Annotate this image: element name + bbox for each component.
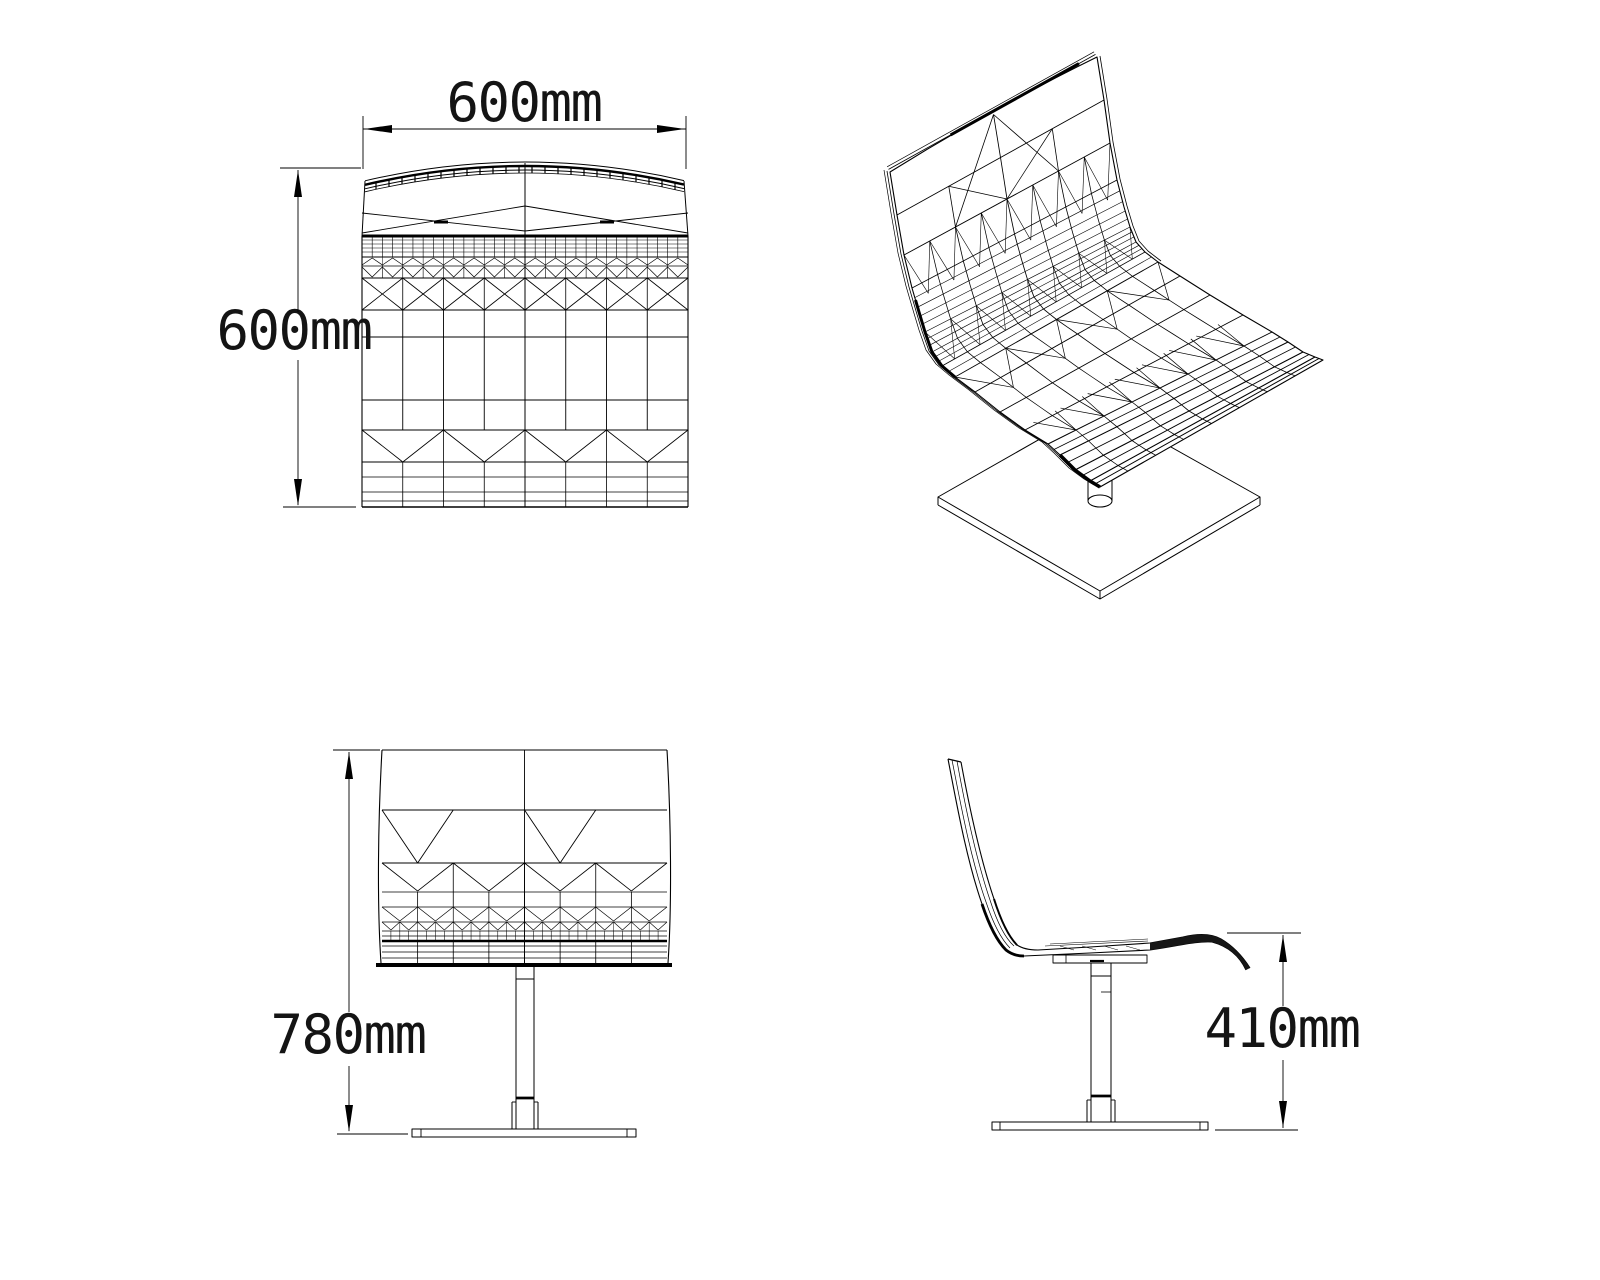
front-view [270, 750, 672, 1137]
dim-arrow [294, 479, 302, 506]
dimension-seat-depth [216, 168, 371, 507]
top-view [216, 71, 688, 507]
dim-arrow [345, 752, 353, 779]
dim-arrow [1279, 935, 1287, 962]
side-view-wireframe [948, 759, 1250, 1130]
seat-depth-label: 600mm [216, 299, 372, 362]
dim-arrow [294, 170, 302, 197]
dim-arrow [657, 125, 685, 133]
top-view-wireframe [362, 162, 688, 507]
dim-arrow [1279, 1101, 1287, 1128]
dim-arrow [345, 1105, 353, 1132]
isometric-view [884, 52, 1323, 599]
seat-shell-wireframe [884, 52, 1323, 487]
dim-arrow [364, 125, 392, 133]
dimension-seat-width [363, 71, 686, 169]
overall-height-label: 780mm [270, 1003, 426, 1066]
side-view [948, 759, 1360, 1130]
seat-height-label: 410mm [1204, 997, 1360, 1060]
front-view-wireframe [376, 750, 672, 1137]
dimension-seat-height [1204, 933, 1359, 1130]
seat-width-label: 600mm [446, 71, 602, 134]
